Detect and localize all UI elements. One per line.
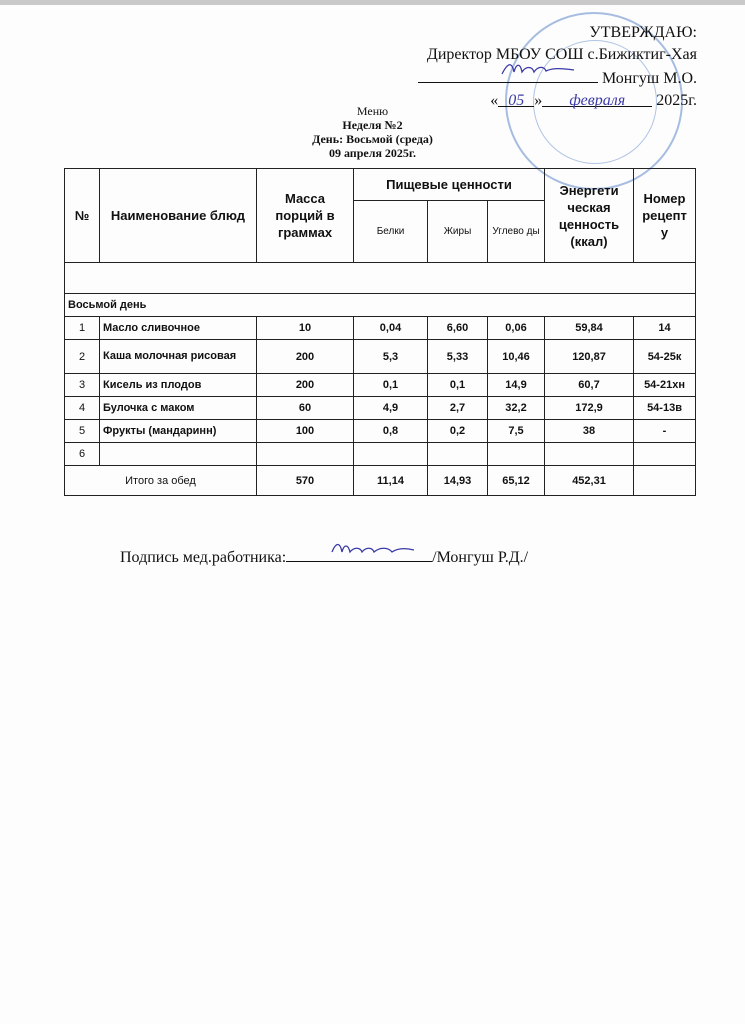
row-carb: 14,9 [488,374,545,397]
row-energy: 172,9 [545,397,634,420]
col-carb-header: Углево ды [488,201,545,263]
col-name-header: Наименование блюд [100,169,257,263]
row-fat: 2,7 [428,397,488,420]
table-row [65,374,696,397]
row-energy: 38 [545,420,634,443]
date-year: 2025г. [656,92,697,109]
row-protein: 5,3 [354,340,428,374]
row-energy: 60,7 [545,374,634,397]
row-energy: 120,87 [545,340,634,374]
row-mass [257,443,354,466]
blank-row [65,263,696,294]
row-dish: Булочка с маком [100,397,257,420]
total-mass: 570 [257,466,354,496]
row-mass: 10 [257,317,354,340]
table-row [65,443,696,466]
row-mass: 60 [257,397,354,420]
approval-name: Монгуш М.О. [601,70,697,87]
row-protein [354,443,428,466]
row-recipe: 14 [634,317,696,340]
medic-signature-label: Подпись мед.работника: [120,549,287,566]
col-energy-header: Энергети ческая ценность (ккал) [545,169,634,263]
row-protein: 0,8 [354,420,428,443]
row-num: 5 [65,420,100,443]
menu-day: День: Восьмой (среда) [312,132,433,146]
total-recipe [634,466,696,496]
row-energy: 59,84 [545,317,634,340]
row-mass: 100 [257,420,354,443]
approval-position: Директор МБОУ СОШ с.Бижиктиг-Хая [426,46,697,63]
row-carb: 32,2 [488,397,545,420]
row-energy [545,443,634,466]
row-recipe: 54-21хн [634,374,696,397]
row-num: 1 [65,317,100,340]
col-mass-header: Масса порций в граммах [257,169,354,263]
menu-date: 09 апреля 2025г. [328,146,417,160]
total-protein: 11,14 [354,466,428,496]
section-row: Восьмой день [65,294,696,317]
medic-signature-block [120,545,528,567]
total-carb: 65,12 [488,466,545,496]
row-fat: 0,2 [428,420,488,443]
total-fat: 14,93 [428,466,488,496]
row-recipe: - [634,420,696,443]
menu-title: Меню [356,104,389,118]
row-recipe: 54-13в [634,397,696,420]
row-recipe [634,443,696,466]
director-signature [498,58,578,80]
row-fat: 5,33 [428,340,488,374]
row-dish: Кисель из плодов [100,374,257,397]
total-energy: 452,31 [545,466,634,496]
menu-week: Неделя №2 [342,118,403,132]
medic-name: /Монгуш Р.Д./ [432,549,529,566]
row-carb: 7,5 [488,420,545,443]
col-fat-header: Жиры [428,201,488,263]
menu-header [0,104,745,160]
row-mass: 200 [257,340,354,374]
table-row [65,397,696,420]
row-protein: 0,04 [354,317,428,340]
menu-table [64,168,696,496]
row-mass: 200 [257,374,354,397]
col-protein-header: Белки [354,201,428,263]
date-quote-close: » [534,92,543,109]
table-row [65,420,696,443]
table-row [65,317,696,340]
row-fat: 0,1 [428,374,488,397]
date-month: февраля [542,90,652,107]
table-row [65,340,696,374]
row-protein: 4,9 [354,397,428,420]
scan-edge [0,0,745,5]
medic-signature [328,538,418,560]
row-dish: Фрукты (мандаринн) [100,420,257,443]
row-carb [488,443,545,466]
row-dish [100,443,257,466]
date-quote-open: « [490,92,499,109]
row-fat [428,443,488,466]
col-nutrition-header: Пищевые ценности [354,169,545,201]
row-recipe: 54-25к [634,340,696,374]
row-num: 6 [65,443,100,466]
total-label: Итого за обед [65,466,257,496]
row-num: 4 [65,397,100,420]
col-recipe-header: Номер рецепт у [634,169,696,263]
row-protein: 0,1 [354,374,428,397]
total-row [65,466,696,496]
row-dish: Масло сливочное [100,317,257,340]
row-carb: 10,46 [488,340,545,374]
row-fat: 6,60 [428,317,488,340]
approval-title: УТВЕРЖДАЮ: [589,24,697,41]
date-day: 05 [498,90,534,107]
row-num: 3 [65,374,100,397]
row-carb: 0,06 [488,317,545,340]
row-dish: Каша молочная рисовая [100,340,257,374]
col-num-header: № [65,169,100,263]
row-num: 2 [65,340,100,374]
